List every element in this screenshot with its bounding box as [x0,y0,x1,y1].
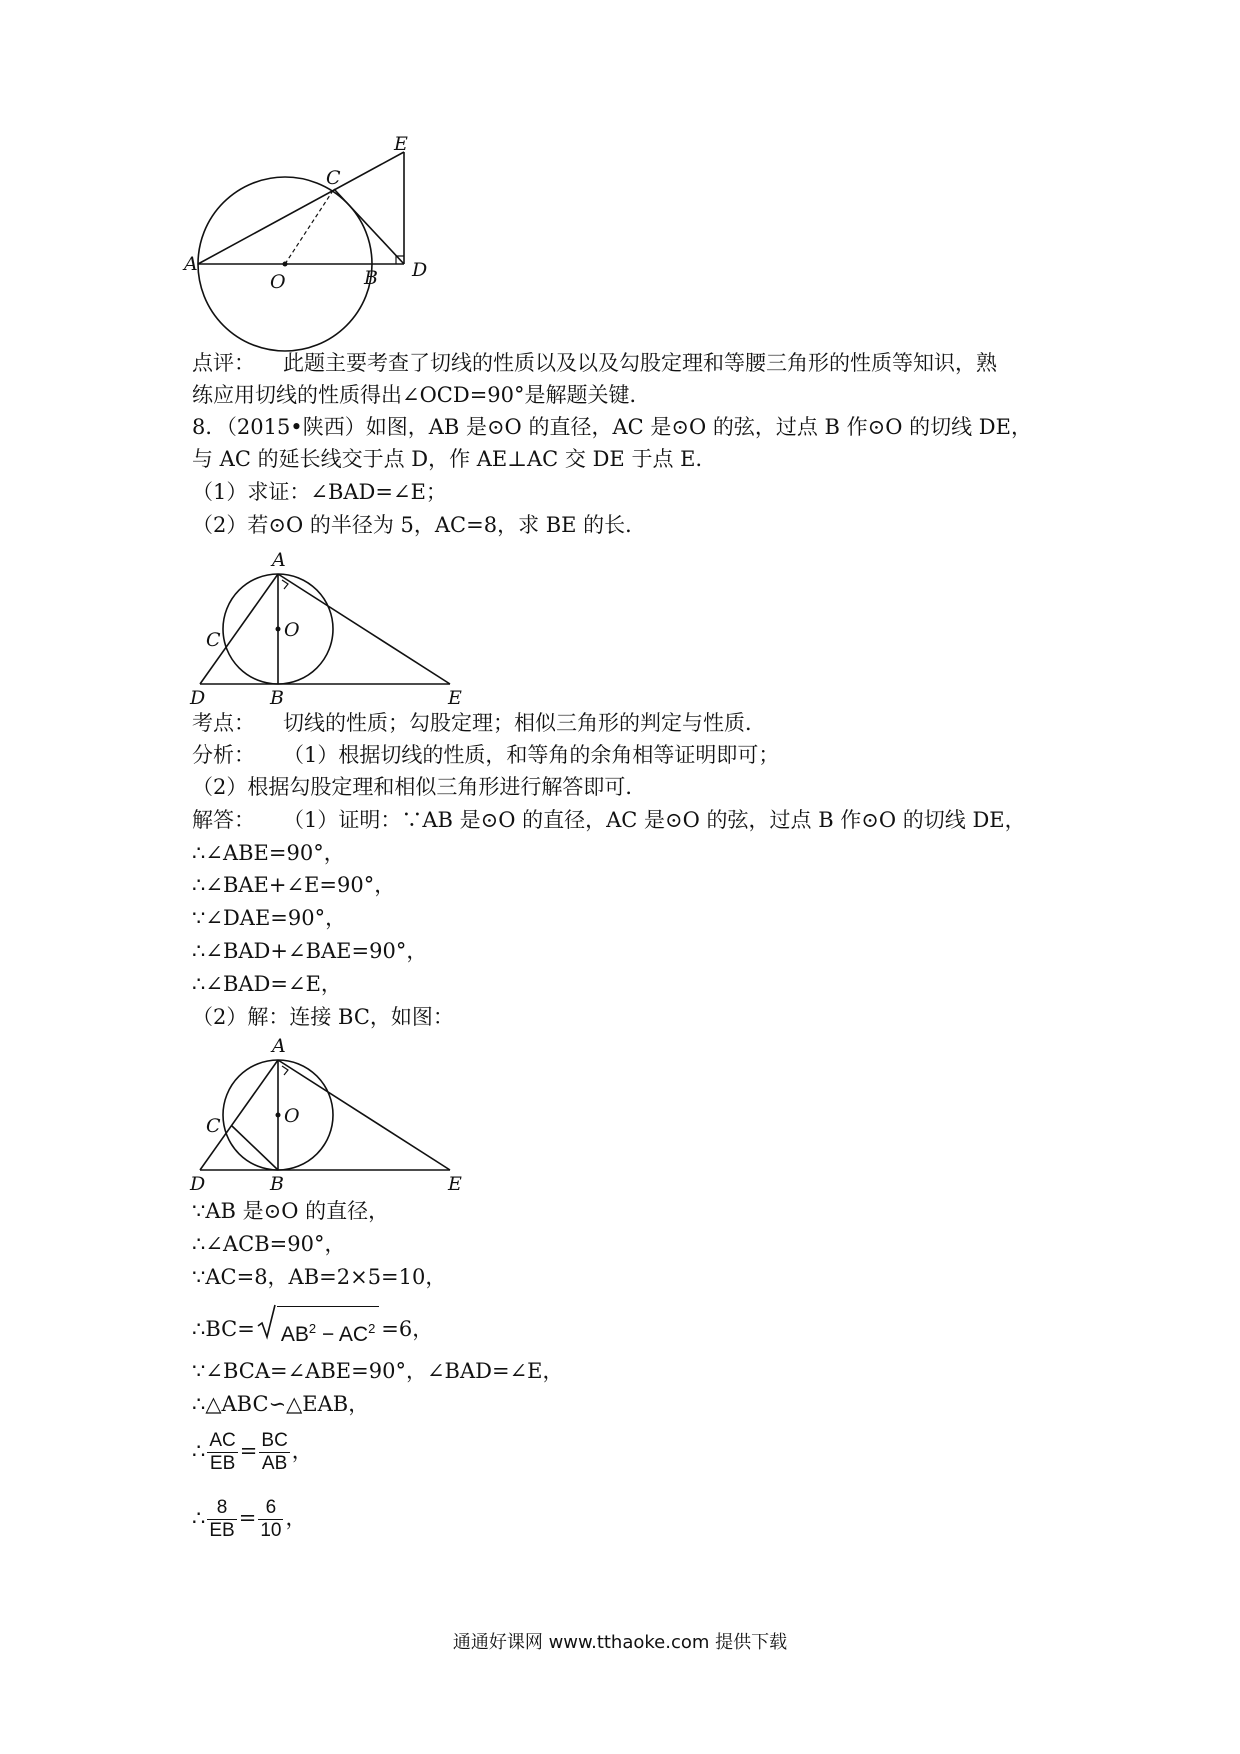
kaodian-line [192,708,766,738]
part2-step-6: ∴△ABC∽△EAB， [192,1392,370,1416]
step-1: ∴∠ABE=90°， [192,841,345,865]
bc-suffix: =6， [381,1317,434,1341]
step-6: （2）解：连接 BC，如图： [192,1005,454,1029]
square-root [257,1306,379,1355]
radicand-minus-ac: − AC [316,1323,369,1346]
fig2-label-B: B [270,687,284,709]
step-3: ∵∠DAE=90°， [192,906,347,930]
jieda-line-1 [192,805,1026,835]
exponent-2: 2 [368,1321,376,1336]
fig2-label-D: D [190,687,206,709]
bc-prefix: ∴BC= [192,1317,255,1341]
review-label: 点评： [192,351,255,375]
therefore-1: ∴ [192,1439,206,1463]
fraction-6-10: $\frac{6}{10}$ [260,1497,282,1541]
fig3-label-B: B [270,1173,284,1195]
fraction-bc-ab: $\frac{BC}{AB}$ [261,1430,288,1474]
radicand-ab: AB [280,1323,309,1346]
figure-triangle-circle-1 [186,544,476,709]
figure-triangle-circle-2 [186,1030,476,1195]
jieda-text-1: （1）证明：∵AB 是⊙O 的直径，AC 是⊙O 的弦，过点 B 作⊙O 的切线 DE， [283,808,1026,832]
exponent-1: 2 [308,1321,317,1336]
question-8-line-1: 8．（2015•陕西）如图，AB 是⊙O 的直径，AC 是⊙O 的弦，过点 B 作⊙O 的切线 DE， [192,415,1032,439]
kaodian-text: 切线的性质；勾股定理；相似三角形的判定与性质． [283,711,766,735]
step-2: ∴∠BAE+∠E=90°， [192,873,396,897]
part2-step-5: ∵∠BCA=∠ABE=90°，∠BAD=∠E， [192,1359,564,1383]
fig1-label-A: A [184,253,198,275]
question-8-line-2: 与 AC 的延长线交于点 D，作 AE⊥AC 交 DE 于点 E． [192,447,717,471]
figure-circle-tangent-1 [184,133,436,348]
fig3-label-O: O [284,1105,300,1127]
fig3-label-E: E [448,1173,462,1195]
ratio-equation-1: ∴ $\frac{AC}{EB}$ = $\frac{BC}{AB}$ ， [192,1430,313,1474]
part2-step-3: ∵AC=8，AB=2×5=10， [192,1265,447,1289]
part2-step-1: ∵AB 是⊙O 的直径， [192,1199,390,1223]
fig1-label-E: E [394,133,408,155]
footer-watermark: 通通好课网 www.tthaoke.com 提供下载 [452,1632,788,1653]
fraction-8-eb: $\frac{8}{EB}$ [209,1497,235,1541]
review-text: 此题主要考查了切线的性质以及以及勾股定理和等腰三角形的性质等知识，熟 [283,351,997,375]
question-8-part-1: （1）求证：∠BAD=∠E； [192,480,447,504]
fraction-ac-eb: $\frac{AC}{EB}$ [209,1430,236,1474]
part2-step-2: ∴∠ACB=90°， [192,1232,346,1256]
review-line-1 [192,348,997,378]
fig1-label-D: D [412,259,428,281]
jieda-label: 解答： [192,808,255,832]
fig1-label-B: B [364,267,378,289]
step-5: ∴∠BAD=∠E， [192,972,342,996]
fenxi-line-2: （2）根据勾股定理和相似三角形进行解答即可． [192,775,647,799]
question-8-part-2: （2）若⊙O 的半径为 5，AC=8，求 BE 的长． [192,513,647,537]
fig2-label-A: A [272,549,286,571]
fenxi-text-1: （1）根据切线的性质，和等角的余角相等证明即可； [283,743,780,767]
fig2-label-O: O [284,619,300,641]
step-4: ∴∠BAD+∠BAE=90°， [192,939,428,963]
kaodian-label: 考点： [192,711,255,735]
part2-step-4-bc [192,1306,433,1355]
ratio-equation-2: ∴ $\frac{8}{EB}$ = $\frac{6}{10}$ ， [192,1497,307,1541]
fig3-label-A: A [272,1035,286,1057]
therefore-2: ∴ [192,1506,206,1530]
fig2-label-E: E [448,687,462,709]
fig2-label-C: C [206,629,221,651]
fig3-label-D: D [190,1173,206,1195]
fig1-label-O: O [270,271,286,293]
fig3-label-C: C [206,1115,221,1137]
fenxi-label: 分析： [192,743,255,767]
fenxi-line-1 [192,740,779,770]
fig1-label-C: C [326,167,341,189]
review-line-2: 练应用切线的性质得出∠OCD=90°是解题关键． [192,383,651,407]
